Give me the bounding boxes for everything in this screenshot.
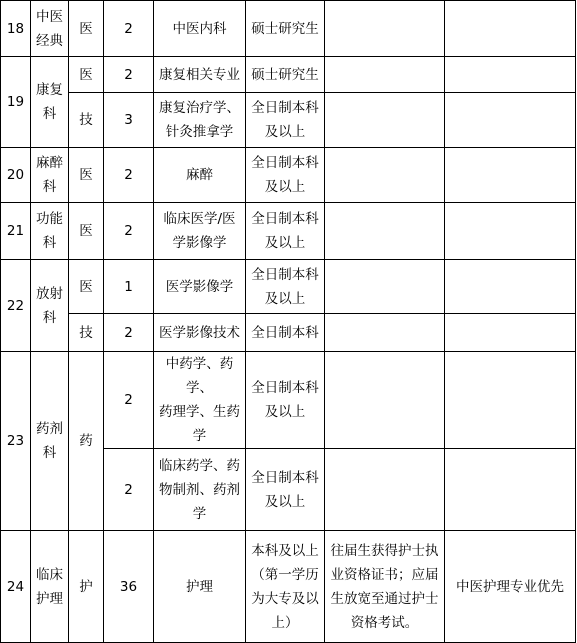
major-cell: 护理 (154, 531, 246, 643)
education-cell: 全日制本科 及以上 (246, 93, 325, 148)
major-cell: 中药学、药学、 药理学、生药 学 (154, 352, 246, 449)
headcount-cell: 2 (104, 203, 154, 260)
headcount-cell: 2 (104, 352, 154, 449)
note-cell (445, 1, 576, 57)
education-cell: 本科及以上 （第一学历 为大专及以 上） (246, 531, 325, 643)
major-cell: 康复治疗学、 针灸推拿学 (154, 93, 246, 148)
table-row (1, 352, 576, 449)
table-row (1, 260, 576, 314)
table-row (1, 531, 576, 643)
department-cell: 放射 科 (31, 260, 69, 352)
note-cell (445, 203, 576, 260)
row-number: 21 (1, 203, 31, 260)
major-cell: 医学影像技术 (154, 314, 246, 352)
note-cell (445, 148, 576, 203)
position-type-cell: 医 (69, 1, 104, 57)
major-cell: 中医内科 (154, 1, 246, 57)
major-cell: 临床药学、药 物制剂、药剂 学 (154, 449, 246, 531)
headcount-cell: 2 (104, 57, 154, 93)
position-type-cell: 技 (69, 93, 104, 148)
education-cell: 全日制本科 及以上 (246, 203, 325, 260)
row-number: 22 (1, 260, 31, 352)
row-number: 24 (1, 531, 31, 643)
note-cell (445, 93, 576, 148)
condition-cell: 往届生获得护士执 业资格证书；应届 生放宽至通过护士 资格考试。 (325, 531, 445, 643)
position-type-cell: 护 (69, 531, 104, 643)
note-cell (445, 314, 576, 352)
major-cell: 麻醉 (154, 148, 246, 203)
condition-cell (325, 93, 445, 148)
education-cell: 全日制本科 及以上 (246, 260, 325, 314)
department-cell: 药剂 科 (31, 352, 69, 531)
note-cell (445, 260, 576, 314)
position-type-cell: 技 (69, 314, 104, 352)
department-cell: 临床 护理 (31, 531, 69, 643)
education-cell: 全日制本科 及以上 (246, 352, 325, 449)
department-cell: 康复 科 (31, 57, 69, 148)
table-row (1, 93, 576, 148)
headcount-cell: 2 (104, 314, 154, 352)
department-cell: 麻醉 科 (31, 148, 69, 203)
education-cell: 全日制本科 (246, 314, 325, 352)
condition-cell (325, 314, 445, 352)
education-cell: 全日制本科 及以上 (246, 449, 325, 531)
table-row (1, 314, 576, 352)
condition-cell (325, 449, 445, 531)
note-cell: 中医护理专业优先 (445, 531, 576, 643)
education-cell: 全日制本科 及以上 (246, 148, 325, 203)
major-cell: 康复相关专业 (154, 57, 246, 93)
education-cell: 硕士研究生 (246, 57, 325, 93)
row-number: 18 (1, 1, 31, 57)
major-cell: 临床医学/医 学影像学 (154, 203, 246, 260)
table-row (1, 57, 576, 93)
department-cell: 中医 经典 (31, 1, 69, 57)
condition-cell (325, 352, 445, 449)
row-number: 23 (1, 352, 31, 531)
condition-cell (325, 57, 445, 93)
condition-cell (325, 148, 445, 203)
table-row (1, 1, 576, 57)
row-number: 20 (1, 148, 31, 203)
headcount-cell: 2 (104, 1, 154, 57)
condition-cell (325, 260, 445, 314)
table-row (1, 203, 576, 260)
department-cell: 功能 科 (31, 203, 69, 260)
note-cell (445, 57, 576, 93)
headcount-cell: 1 (104, 260, 154, 314)
position-type-cell: 医 (69, 57, 104, 93)
headcount-cell: 2 (104, 449, 154, 531)
headcount-cell: 3 (104, 93, 154, 148)
table-row (1, 148, 576, 203)
education-cell: 硕士研究生 (246, 1, 325, 57)
condition-cell (325, 1, 445, 57)
position-type-cell: 医 (69, 148, 104, 203)
position-type-cell: 医 (69, 203, 104, 260)
condition-cell (325, 203, 445, 260)
row-number: 19 (1, 57, 31, 148)
position-type-cell: 医 (69, 260, 104, 314)
headcount-cell: 36 (104, 531, 154, 643)
major-cell: 医学影像学 (154, 260, 246, 314)
position-type-cell: 药 (69, 352, 104, 531)
note-cell (445, 449, 576, 531)
headcount-cell: 2 (104, 148, 154, 203)
note-cell (445, 352, 576, 449)
